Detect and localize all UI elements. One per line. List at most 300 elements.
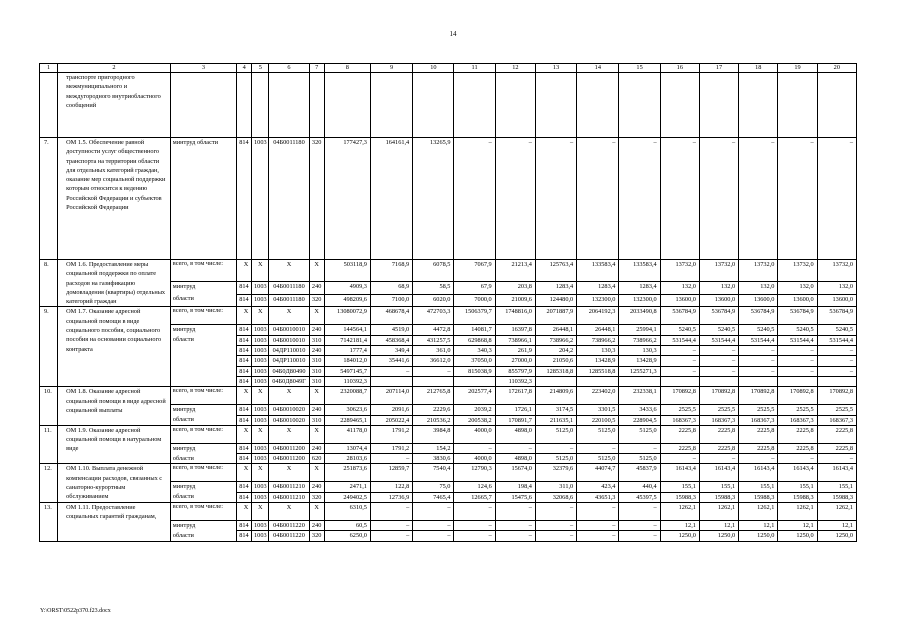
value-cell: 5240,5 [699, 325, 738, 335]
value-cell: 440,4 [619, 482, 660, 492]
gov-code-cell: X [237, 464, 252, 482]
value-cell: 228904,5 [619, 415, 660, 425]
value-cell: 2225,8 [699, 443, 738, 453]
value-cell: 170891,7 [495, 415, 535, 425]
empty-cell [778, 73, 817, 138]
expense-type-cell: X [309, 425, 324, 443]
value-cell: 1777,4 [324, 346, 370, 356]
value-cell: 2225,8 [778, 443, 817, 453]
section-cell: X [252, 307, 269, 325]
value-cell: 211635,1 [535, 415, 576, 425]
expense-type-cell: 240 [309, 521, 324, 531]
value-cell: – [535, 531, 576, 541]
value-cell: 14081,7 [454, 325, 495, 335]
value-cell: 132,0 [660, 282, 699, 295]
header-cell: 13 [535, 64, 576, 73]
value-cell: 132300,0 [619, 294, 660, 307]
value-cell: 7000,0 [454, 294, 495, 307]
value-cell: – [660, 356, 699, 366]
value-cell: 13600,0 [817, 294, 856, 307]
target-article-cell: 04Б0010010 [269, 335, 309, 345]
value-cell: – [778, 138, 817, 260]
measure-name-cell: ОМ 1.8. Оказание адресной социальной помощи в виде адресной социальной выплаты [58, 387, 171, 426]
value-cell: 423,4 [577, 482, 619, 492]
value-cell: 6020,0 [413, 294, 454, 307]
target-article-cell: 04Б0011210 [269, 492, 309, 502]
expense-type-cell: X [309, 260, 324, 282]
value-cell: 2225,8 [739, 443, 778, 453]
value-cell: 738966,2 [577, 335, 619, 345]
value-cell: 4519,0 [370, 325, 412, 335]
empty-cell [660, 73, 699, 138]
executor-cell: области [170, 492, 236, 502]
section-cell: 1003 [252, 531, 269, 541]
value-cell: – [699, 346, 738, 356]
executor-cell: всего, в том числе: [170, 307, 236, 325]
value-cell: 13600,0 [778, 294, 817, 307]
value-cell: 4472,8 [413, 325, 454, 335]
target-article-cell: 04Б0011220 [269, 521, 309, 531]
gov-code-cell: X [237, 260, 252, 282]
value-cell: 232338,1 [619, 387, 660, 405]
footer-file-path: Y:\ORST\0522p370.f23.docx [40, 608, 111, 614]
target-article-cell: 04Б0010010 [269, 325, 309, 335]
value-cell [660, 376, 699, 386]
row-number-cell: 9. [40, 307, 58, 387]
empty-cell [619, 73, 660, 138]
target-article-cell: X [269, 503, 309, 521]
value-cell: 738966,2 [619, 335, 660, 345]
target-article-cell: 04Б0010020 [269, 415, 309, 425]
executor-cell: области [170, 531, 236, 541]
value-cell: 1791,2 [370, 425, 412, 443]
value-cell: 1283,4 [577, 282, 619, 295]
header-cell: 17 [699, 64, 738, 73]
executor-cell: минтруд области [170, 138, 236, 260]
value-cell: 4898,0 [495, 425, 535, 443]
row-number-cell: 10. [40, 387, 58, 426]
value-cell: 220100,5 [577, 415, 619, 425]
value-cell: 12,1 [817, 521, 856, 531]
value-cell: 67,9 [454, 282, 495, 295]
executor-cell: минтруд [170, 405, 236, 415]
target-article-cell: X [269, 464, 309, 482]
value-cell: 168367,3 [660, 415, 699, 425]
value-cell: 6250,0 [324, 531, 370, 541]
value-cell: – [577, 503, 619, 521]
executor-cell: всего, в том числе: [170, 464, 236, 482]
header-cell: 16 [660, 64, 699, 73]
gov-code-cell: 814 [237, 346, 252, 356]
value-cell: 458368,4 [370, 335, 412, 345]
value-cell: – [454, 531, 495, 541]
value-cell: 531544,4 [778, 335, 817, 345]
value-cell: 170892,8 [739, 387, 778, 405]
expense-type-cell: X [309, 307, 324, 325]
value-cell: 28103,6 [324, 454, 370, 464]
row-number-cell: 7. [40, 138, 58, 260]
measure-name-cell: ОМ 1.10. Выплата денежной компенсации расходов, связанных с санаторно-курортным обслуживанием [58, 464, 171, 503]
value-cell: 3301,5 [577, 405, 619, 415]
value-cell: 1262,1 [660, 503, 699, 521]
value-cell: 132,0 [817, 282, 856, 295]
value-cell: 2225,8 [817, 443, 856, 453]
value-cell: 15988,3 [739, 492, 778, 502]
empty-cell [324, 73, 370, 138]
value-cell: 207114,0 [370, 387, 412, 405]
value-cell: 155,1 [699, 482, 738, 492]
value-cell: 3830,6 [413, 454, 454, 464]
value-cell: – [739, 346, 778, 356]
expense-type-cell: 320 [309, 531, 324, 541]
value-cell: 75,0 [413, 482, 454, 492]
value-cell: 155,1 [739, 482, 778, 492]
value-cell: 170892,8 [660, 387, 699, 405]
empty-cell [370, 73, 412, 138]
value-cell: 198,4 [495, 482, 535, 492]
value-cell: 1748816,0 [495, 307, 535, 325]
header-cell: 5 [252, 64, 269, 73]
value-cell: 340,3 [454, 346, 495, 356]
value-cell: – [699, 454, 738, 464]
expense-type-cell: 310 [309, 356, 324, 366]
executor-cell: минтруд [170, 282, 236, 295]
value-cell: 13732,0 [739, 260, 778, 282]
empty-cell [252, 73, 269, 138]
expense-type-cell: 240 [309, 443, 324, 453]
value-cell: 311,0 [535, 482, 576, 492]
executor-cell: минтруд [170, 521, 236, 531]
expense-type-cell: X [309, 464, 324, 482]
value-cell: 5497145,7 [324, 366, 370, 376]
value-cell [370, 376, 412, 386]
header-cell: 11 [454, 64, 495, 73]
empty-cell [739, 73, 778, 138]
value-cell: – [778, 454, 817, 464]
value-cell: – [577, 443, 619, 453]
table-row [40, 503, 857, 521]
header-cell: 1 [40, 64, 58, 73]
executor-cell: области [170, 294, 236, 307]
value-cell: 212765,8 [413, 387, 454, 405]
section-cell: 1003 [252, 335, 269, 345]
value-cell: 536784,9 [778, 307, 817, 325]
empty-cell [454, 73, 495, 138]
section-cell: 1003 [252, 415, 269, 425]
value-cell: 12736,9 [370, 492, 412, 502]
value-cell: 16143,4 [739, 464, 778, 482]
target-article-cell: X [269, 387, 309, 405]
empty-cell [699, 73, 738, 138]
value-cell: 12,1 [778, 521, 817, 531]
target-article-cell: 04Б0011210 [269, 482, 309, 492]
value-cell: 125763,4 [535, 260, 576, 282]
value-cell: 130,3 [619, 346, 660, 356]
value-cell: 26448,1 [535, 325, 576, 335]
value-cell: 60,5 [324, 521, 370, 531]
value-cell [817, 376, 856, 386]
value-cell: 15988,3 [817, 492, 856, 502]
value-cell: 223402,0 [577, 387, 619, 405]
value-cell: 536784,9 [699, 307, 738, 325]
value-cell: 2525,5 [660, 405, 699, 415]
value-cell: 13080072,9 [324, 307, 370, 325]
section-cell: 1003 [252, 138, 269, 260]
value-cell: 2525,5 [699, 405, 738, 415]
value-cell: 36612,0 [413, 356, 454, 366]
expense-type-cell: 320 [309, 138, 324, 260]
value-cell: 251873,6 [324, 464, 370, 482]
value-cell: – [370, 366, 412, 376]
target-article-cell: 04Б0Д8049Г [269, 376, 309, 386]
value-cell: – [495, 138, 535, 260]
value-cell: 168367,3 [739, 415, 778, 425]
measure-name-cell: ОМ 1.6. Предоставление меры социальной поддержки по оплате расходов на газификацию домовладения (квартиры) отдельных категорий граждан [58, 260, 171, 307]
gov-code-cell: 814 [237, 335, 252, 345]
gov-code-cell: 814 [237, 521, 252, 531]
value-cell: 2225,8 [699, 425, 738, 443]
value-cell: 4898,0 [495, 454, 535, 464]
value-cell: 531544,4 [699, 335, 738, 345]
value-cell: 531544,4 [817, 335, 856, 345]
gov-code-cell: 814 [237, 325, 252, 335]
header-cell: 18 [739, 64, 778, 73]
row-number-cell: 8. [40, 260, 58, 307]
value-cell: 468678,4 [370, 307, 412, 325]
expense-type-cell: 240 [309, 325, 324, 335]
value-cell: 205022,4 [370, 415, 412, 425]
value-cell: 1250,0 [778, 531, 817, 541]
value-cell: 144564,1 [324, 325, 370, 335]
value-cell: – [495, 443, 535, 453]
value-cell: 1506379,7 [454, 307, 495, 325]
value-cell: 7142181,4 [324, 335, 370, 345]
value-cell: 2091,6 [370, 405, 412, 415]
value-cell: 1255271,3 [619, 366, 660, 376]
value-cell: – [454, 521, 495, 531]
value-cell: 35441,6 [370, 356, 412, 366]
header-cell: 14 [577, 64, 619, 73]
gov-code-cell: 814 [237, 443, 252, 453]
value-cell: 5125,0 [577, 454, 619, 464]
target-article-cell: 04Б0011200 [269, 443, 309, 453]
value-cell: 1262,1 [817, 503, 856, 521]
value-cell: 13732,0 [817, 260, 856, 282]
value-cell: 5125,0 [619, 454, 660, 464]
value-cell: – [413, 531, 454, 541]
value-cell: 210536,2 [413, 415, 454, 425]
value-cell: – [817, 346, 856, 356]
value-cell: 13600,0 [739, 294, 778, 307]
expense-type-cell: 240 [309, 482, 324, 492]
value-cell: 261,9 [495, 346, 535, 356]
target-article-cell: 04ДР110010 [269, 346, 309, 356]
value-cell: 5240,5 [660, 325, 699, 335]
table-row [40, 138, 857, 260]
value-cell: 738966,2 [535, 335, 576, 345]
measure-name-cell: ОМ 1.11. Предоставление социальных гарантий гражданам, [58, 503, 171, 542]
expense-type-cell: 620 [309, 454, 324, 464]
value-cell: 110392,3 [324, 376, 370, 386]
value-cell: 815038,9 [454, 366, 495, 376]
value-cell: 168367,3 [778, 415, 817, 425]
value-cell: 1262,1 [699, 503, 738, 521]
header-cell: 20 [817, 64, 856, 73]
value-cell: – [619, 531, 660, 541]
value-cell: 7465,4 [413, 492, 454, 502]
value-cell: 43651,3 [577, 492, 619, 502]
value-cell: 177427,3 [324, 138, 370, 260]
value-cell: 124,6 [454, 482, 495, 492]
value-cell: 58,5 [413, 282, 454, 295]
value-cell: 1283,4 [535, 282, 576, 295]
value-cell: – [413, 503, 454, 521]
header-cell: 9 [370, 64, 412, 73]
table-row [40, 464, 857, 482]
value-cell: – [495, 531, 535, 541]
measure-name-cell: ОМ 1.9. Оказание адресной социальной помощи в натуральном виде [58, 425, 171, 464]
value-cell: 6310,5 [324, 503, 370, 521]
executor-cell: минтруд [170, 482, 236, 492]
gov-code-cell: X [237, 307, 252, 325]
value-cell: – [454, 443, 495, 453]
value-cell: 13428,9 [577, 356, 619, 366]
executor-cell [170, 346, 236, 356]
header-cell: 8 [324, 64, 370, 73]
value-cell: 361,0 [413, 346, 454, 356]
value-cell: 2471,1 [324, 482, 370, 492]
row-number-cell [40, 73, 58, 138]
value-cell: 12,1 [739, 521, 778, 531]
value-cell: 155,1 [778, 482, 817, 492]
page-number: 14 [449, 30, 457, 38]
value-cell: – [535, 443, 576, 453]
value-cell: 5125,0 [535, 454, 576, 464]
value-cell: 32068,6 [535, 492, 576, 502]
value-cell [619, 376, 660, 386]
gov-code-cell: 814 [237, 138, 252, 260]
gov-code-cell: 814 [237, 415, 252, 425]
value-cell: 41178,0 [324, 425, 370, 443]
value-cell [699, 376, 738, 386]
executor-cell: области [170, 454, 236, 464]
value-cell: 2225,8 [660, 443, 699, 453]
gov-code-cell: 814 [237, 454, 252, 464]
value-cell: 26448,1 [577, 325, 619, 335]
value-cell: – [778, 356, 817, 366]
value-cell: 12665,7 [454, 492, 495, 502]
value-cell: – [660, 454, 699, 464]
header-cell: 10 [413, 64, 454, 73]
value-cell: 2525,5 [817, 405, 856, 415]
gov-code-cell: X [237, 503, 252, 521]
section-cell: X [252, 260, 269, 282]
value-cell: – [619, 443, 660, 453]
value-cell: 13732,0 [660, 260, 699, 282]
value-cell: 4000,0 [454, 425, 495, 443]
value-cell: 154,2 [413, 443, 454, 453]
value-cell: 1791,2 [370, 443, 412, 453]
value-cell: – [739, 366, 778, 376]
value-cell: – [660, 138, 699, 260]
value-cell: 349,4 [370, 346, 412, 356]
value-cell: 2225,8 [817, 425, 856, 443]
target-article-cell: 04Б0011200 [269, 454, 309, 464]
value-cell: – [660, 346, 699, 356]
value-cell: – [413, 521, 454, 531]
gov-code-cell: 814 [237, 405, 252, 415]
value-cell: – [817, 454, 856, 464]
value-cell: 6078,5 [413, 260, 454, 282]
value-cell: 7540,4 [413, 464, 454, 482]
measure-name-cell: ОМ 1.5. Обеспечение равной доступности услуг общественного транспорта на территории области для отдельных категорий граждан, оказание мер социальной поддержки которым относится к ведению Российской Федерации и субъектов Российской Федерации [58, 138, 171, 260]
value-cell: 2225,8 [778, 425, 817, 443]
value-cell: 738966,1 [495, 335, 535, 345]
header-cell: 12 [495, 64, 535, 73]
value-cell: 3433,6 [619, 405, 660, 415]
header-cell: 2 [58, 64, 171, 73]
value-cell: 5125,0 [619, 425, 660, 443]
measure-name-cell: транспорте пригородного межмуниципального и междугородного внутриобластного сообщений [58, 73, 171, 138]
value-cell: – [454, 138, 495, 260]
value-cell: – [535, 138, 576, 260]
value-cell: 21213,4 [495, 260, 535, 282]
value-cell: 37050,0 [454, 356, 495, 366]
value-cell: 27000,0 [495, 356, 535, 366]
value-cell: 13428,9 [619, 356, 660, 366]
gov-code-cell: 814 [237, 294, 252, 307]
gov-code-cell: 814 [237, 482, 252, 492]
executor-cell: минтруд [170, 325, 236, 335]
value-cell: – [699, 366, 738, 376]
value-cell: 2071887,9 [535, 307, 576, 325]
executor-cell: всего, в том числе: [170, 425, 236, 443]
value-cell: – [577, 521, 619, 531]
header-row [40, 64, 857, 73]
value-cell: – [739, 356, 778, 366]
value-cell: – [660, 366, 699, 376]
value-cell: – [454, 503, 495, 521]
section-cell: 1003 [252, 376, 269, 386]
value-cell: – [370, 454, 412, 464]
expense-type-cell: 310 [309, 415, 324, 425]
value-cell: 1726,1 [495, 405, 535, 415]
value-cell: 1283,4 [619, 282, 660, 295]
value-cell: 122,8 [370, 482, 412, 492]
value-cell: 431257,5 [413, 335, 454, 345]
empty-cell [413, 73, 454, 138]
value-cell: 13265,9 [413, 138, 454, 260]
value-cell: 536784,9 [817, 307, 856, 325]
value-cell: 16143,4 [778, 464, 817, 482]
value-cell: 536784,9 [739, 307, 778, 325]
value-cell: 204,2 [535, 346, 576, 356]
value-cell: 472703,3 [413, 307, 454, 325]
value-cell: 2525,5 [739, 405, 778, 415]
empty-cell [495, 73, 535, 138]
value-cell: – [577, 531, 619, 541]
gov-code-cell: X [237, 425, 252, 443]
expense-type-cell: 240 [309, 346, 324, 356]
value-cell: 1250,0 [660, 531, 699, 541]
value-cell: – [535, 503, 576, 521]
header-cell: 7 [309, 64, 324, 73]
expense-type-cell: X [309, 387, 324, 405]
value-cell [535, 376, 576, 386]
row-number-cell: 13. [40, 503, 58, 542]
section-cell: 1003 [252, 356, 269, 366]
value-cell: 1262,1 [778, 503, 817, 521]
